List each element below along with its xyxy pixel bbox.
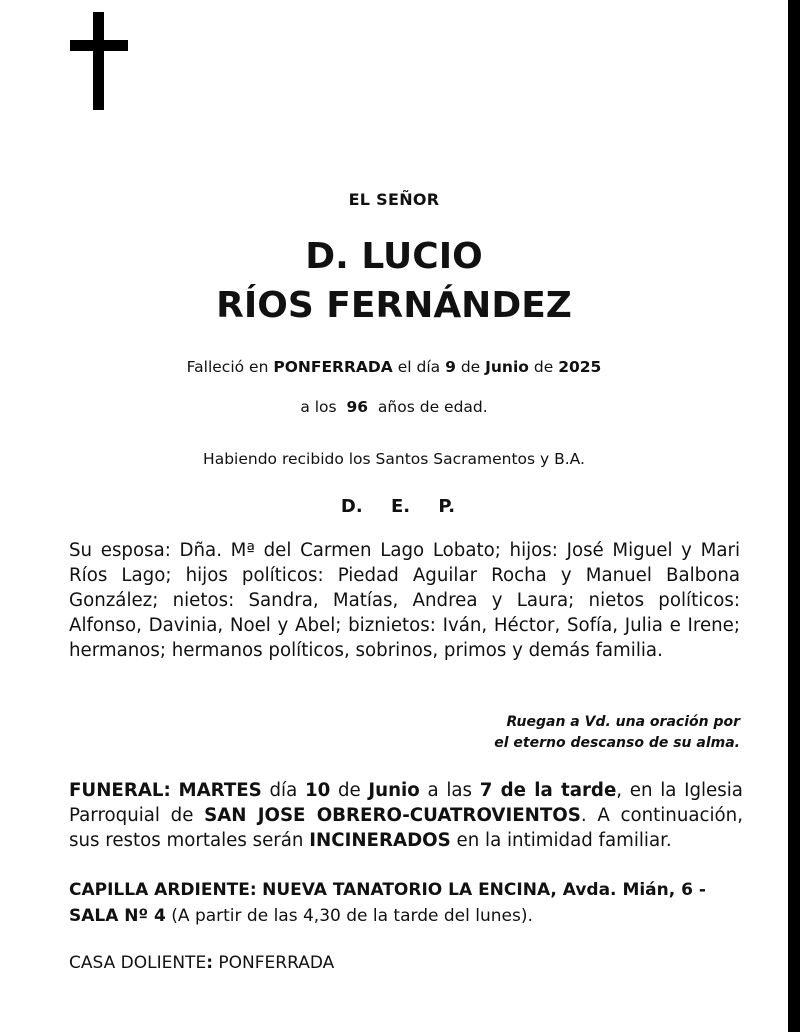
death-month: Junio <box>485 358 529 376</box>
age-years: 96 <box>346 398 369 416</box>
deceased-name-line2: RÍOS FERNÁNDEZ <box>216 285 572 326</box>
dep-line: D. E. P. <box>340 496 456 517</box>
cross-icon <box>70 12 128 110</box>
family-paragraph: Su esposa: Dña. Mª del Carmen Lago Lobato; hijos: José Miguel y Mari Ríos Lago; hijos políticos: Piedad Aguilar Rocha y Manuel Balbona González; nietos: Sandra, Matías, Andrea y Laura; nietos políticos: Alfonso, Davinia, Noel y Abel; biznietos: Iván, Héctor, Sofía, Julia e Irene; hermanos; hermanos políticos, sobrinos, primos y demás familia. <box>69 540 740 661</box>
prayer-request: Ruegan a Vd. una oración por el eterno descanso de su alma. <box>494 714 740 751</box>
casa-doliente: CASA DOLIENTE: PONFERRADA <box>69 953 335 973</box>
death-day: 9 <box>445 358 456 376</box>
funeral-paragraph: FUNERAL: MARTES día 10 de Junio a las 7 de la tarde, en la Iglesia Parroquial de SAN JOSE OBRERO-CUATROVIENTOS. A continuación, sus restos mortales serán INCINERADOS en la intimidad familiar. <box>69 780 743 851</box>
sacraments-line: Habiendo recibido los Santos Sacramentos y B.A. <box>203 450 585 468</box>
title-prefix: EL SEÑOR <box>348 190 440 209</box>
death-place: PONFERRADA <box>273 358 393 376</box>
deceased-name-line1: D. LUCIO <box>305 236 483 277</box>
death-year: 2025 <box>558 358 602 376</box>
capilla-ardiente: CAPILLA ARDIENTE: NUEVA TANATORIO LA ENCINA, Avda. Mián, 6 - SALA Nº 4 (A partir de las 4,30 de la tarde del lunes). <box>69 880 706 926</box>
death-info: Falleció en PONFERRADA el día 9 de Junio de 2025 <box>186 358 602 376</box>
page-edge-border <box>788 0 800 1032</box>
age-info: a los 96 años de edad. <box>300 398 488 416</box>
